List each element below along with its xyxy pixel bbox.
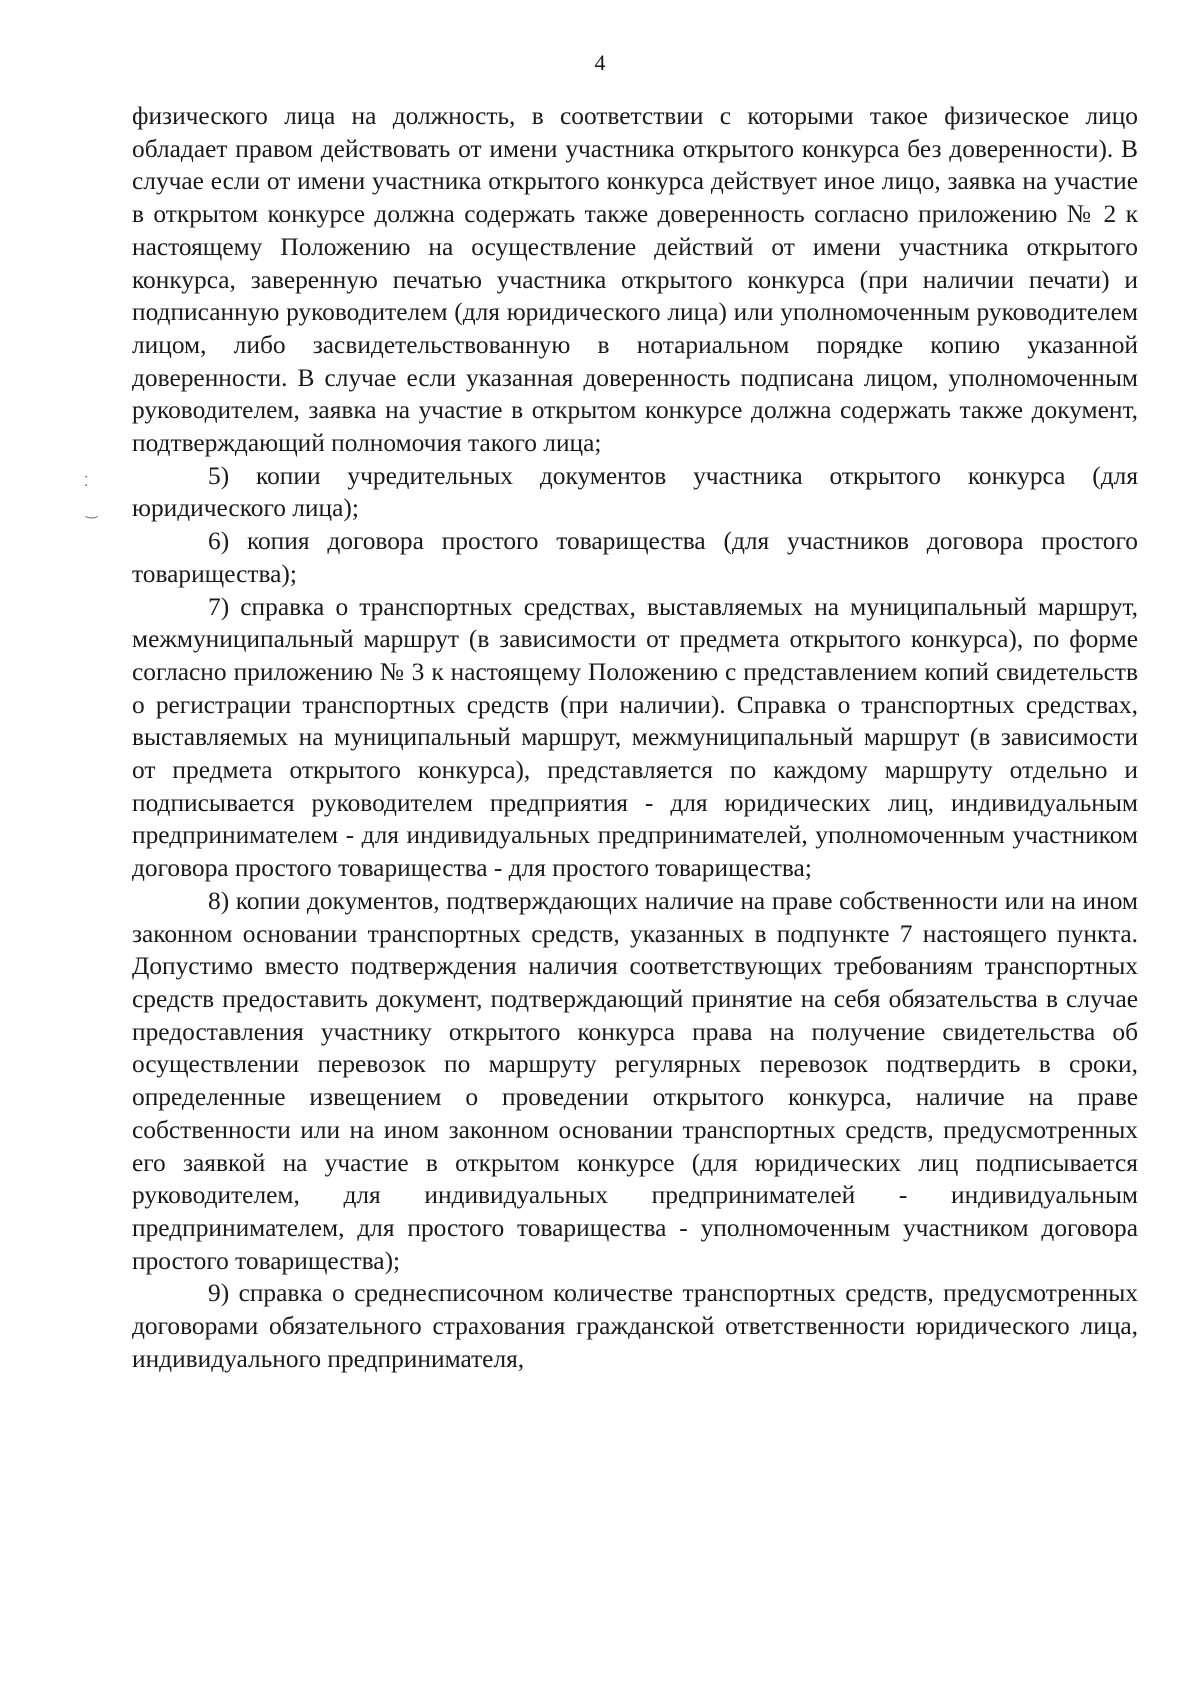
paragraph-continued: физического лица на должность, в соответствии с которыми такое физическое лицо обладает правом действовать от имени участника открытого конкурса без доверенности). В случае если от имени участника открытого конкурса действует иное лицо, заявка на участие в открытом конкурсе должна содержать также доверенность согласно приложению № 2 к настоящему Положению на осуществление действий от имени участника открытого конкурса, заверенную печатью участника открытого конкурса (при наличии печати) и подписанную руководителем (для юридического лица) или уполномоченным руководителем лицом, либо засвидетельствованную в нотариальном порядке копию указанной доверенности. В случае если указанная доверенность подписана лицом, уполномоченным руководителем, заявка на участие в открытом конкурсе должна содержать также документ, подтверждающий полномочия такого лица; bbox=[132, 102, 1138, 458]
paragraph-item-6: 6) копия договора простого товарищества (для участников договора простого товарищества); bbox=[132, 527, 1138, 588]
margin-scan-mark: ⁚ bbox=[84, 475, 89, 490]
page-number: 4 bbox=[594, 50, 606, 75]
paragraph-item-5: 5) копии учредительных документов участника открытого конкурса (для юридического лица); bbox=[132, 461, 1138, 523]
paragraph-item-9: 9) справка о среднесписочном количестве транспортных средств, предусмотренных договорами обязательного страхования гражданской ответственности юридического лица, индивидуального предпринимателя, bbox=[132, 1279, 1138, 1373]
paragraph-item-7: 7) справка о транспортных средствах, выставляемых на муниципальный маршрут, межмуниципальный маршрут (в зависимости от предмета открытого конкурса), по форме согласно приложению № 3 к настоящему Положению с представлением копий свидетельств о регистрации транспортных средств (при наличии). Справка о транспортных средствах, выставляемых на муниципальный маршрут, межмуниципальный маршрут (в зависимости от предмета открытого конкурса), представляется по каждому маршруту отдельно и подписывается руководителем предприятия - для юридических лиц, индивидуальным предпринимателем - для индивидуальных предпринимателей, уполномоченным участником договора простого товарищества - для простого товарищества; bbox=[132, 592, 1138, 883]
document-body bbox=[132, 100, 1138, 1375]
paragraph-item-8: 8) копии документов, подтверждающих наличие на праве собственности или на ином законном основании транспортных средств, указанных в подпункте 7 настоящего пункта. Допустимо вместо подтверждения наличия соответствующих требованиям транспортных средств предоставить документ, подтверждающий принятие на себя обязательства в случае предоставления участнику открытого конкурса права на получение свидетельства об осуществлении перевозок по маршруту регулярных перевозок подтвердить в сроки, определенные извещением о проведении открытого конкурса, наличие на праве собственности или на ином законном основании транспортных средств, предусмотренных его заявкой на участие в открытом конкурсе (для юридических лиц подписывается руководителем, для индивидуальных предпринимателей - индивидуальным предпринимателем, для простого товарищества - уполномоченным участником договора простого товарищества); bbox=[132, 886, 1138, 1275]
margin-scan-mark: ‿ bbox=[86, 504, 98, 519]
